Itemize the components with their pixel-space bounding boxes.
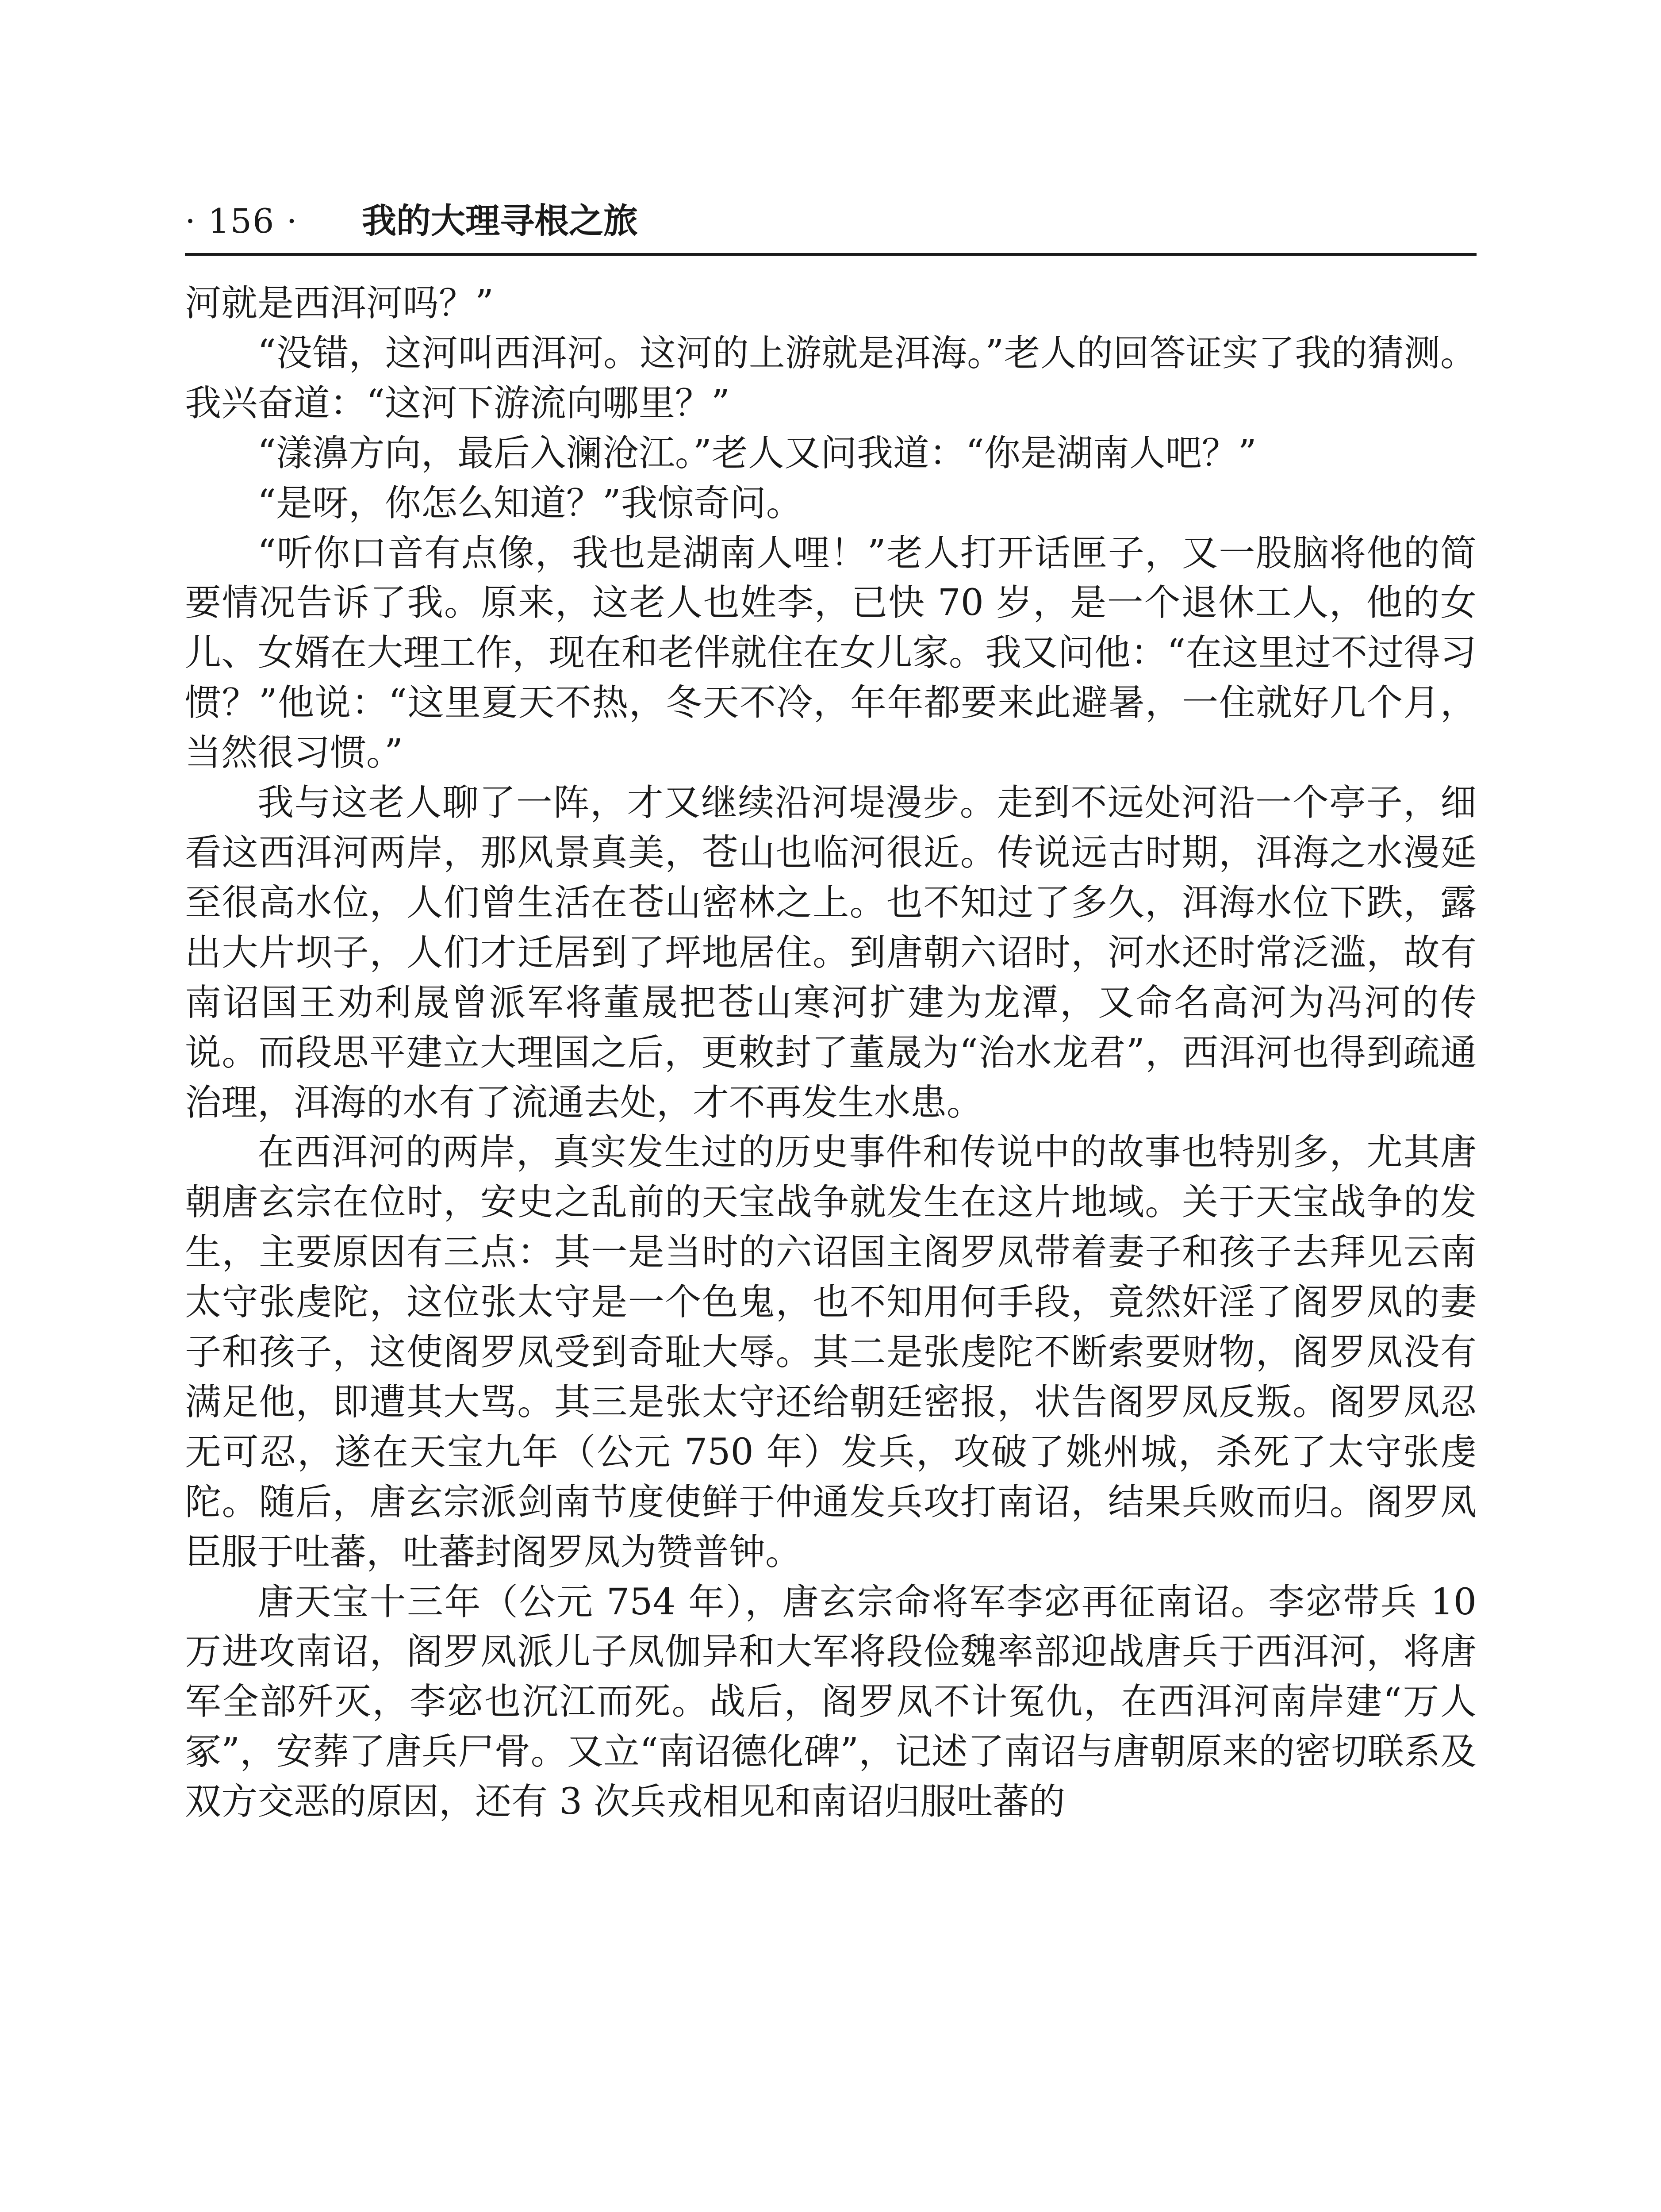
header-divider <box>185 253 1477 256</box>
paragraph: 河就是西洱河吗？” <box>185 282 494 324</box>
paragraph: 唐天宝十三年（公元 754 年），唐玄宗命将军李宓再征南诏。李宓带兵 10 万进攻南诏，阁罗凤派儿子凤伽异和大军将段俭魏率部迎战唐兵于西洱河，将唐军全部歼灭，李宓也沉江而死。战后，阁罗凤不计冤仇，在西洱河南岸建“万人冢”，安葬了唐兵尸骨。又立“南诏德化碑”，记述了南诏与唐朝原来的密切联系及双方交恶的原因，还有 3 次兵戎相见和南诏归服吐蕃的 <box>185 1581 1477 1823</box>
body-text <box>185 279 1477 1827</box>
paragraph: “没错，这河叫西洱河。这河的上游就是洱海。”老人的回答证实了我的猜测。我兴奋道：“这河下游流向哪里？” <box>185 332 1477 424</box>
paragraph: “听你口音有点像，我也是湖南人哩！”老人打开话匣子，又一股脑将他的简要情况告诉了我。原来，这老人也姓李，已快 70 岁，是一个退休工人，他的女儿、女婿在大理工作，现在和老伴就住在女儿家。我又问他：“在这里过不过得习惯？”他说：“这里夏天不热，冬天不冷，年年都要来此避暑，一住就好几个月，当然很习惯。” <box>185 532 1477 774</box>
paragraph: 在西洱河的两岸，真实发生过的历史事件和传说中的故事也特别多，尤其唐朝唐玄宗在位时，安史之乱前的天宝战争就发生在这片地域。关于天宝战争的发生，主要原因有三点：其一是当时的六诏国主阁罗凤带着妻子和孩子去拜见云南太守张虔陀，这位张太守是一个色鬼，也不知用何手段，竟然奸淫了阁罗凤的妻子和孩子，这使阁罗凤受到奇耻大辱。其二是张虔陀不断索要财物，阁罗凤没有满足他，即遭其大骂。其三是张太守还给朝廷密报，状告阁罗凤反叛。阁罗凤忍无可忍，遂在天宝九年（公元 750 年）发兵，攻破了姚州城，杀死了太守张虔陀。随后，唐玄宗派剑南节度使鲜于仲通发兵攻打南诏，结果兵败而归。阁罗凤臣服于吐蕃，吐蕃封阁罗凤为赞普钟。 <box>185 1131 1477 1573</box>
paragraph: “是呀，你怎么知道？”我惊奇问。 <box>257 482 802 524</box>
running-header <box>185 190 1477 257</box>
paragraph: “漾濞方向，最后入澜沧江。”老人又问我道：“你是湖南人吧？” <box>257 432 1257 474</box>
book-title: 我的大理寻根之旅 <box>362 201 638 241</box>
page-number: · 156 · <box>185 201 298 241</box>
paragraph: 我与这老人聊了一阵，才又继续沿河堤漫步。走到不远处河沿一个亭子，细看这西洱河两岸，那风景真美，苍山也临河很近。传说远古时期，洱海之水漫延至很高水位，人们曾生活在苍山密林之上。也不知过了多久，洱海水位下跌，露出大片坝子，人们才迁居到了坪地居住。到唐朝六诏时，河水还时常泛滥，故有南诏国王劝利晟曾派军将董晟把苍山寒河扩建为龙潭，又命名高河为冯河的传说。而段思平建立大理国之后，更敕封了董晟为“治水龙君”，西洱河也得到疏通治理，洱海的水有了流通去处，才不再发生水患。 <box>185 782 1477 1124</box>
